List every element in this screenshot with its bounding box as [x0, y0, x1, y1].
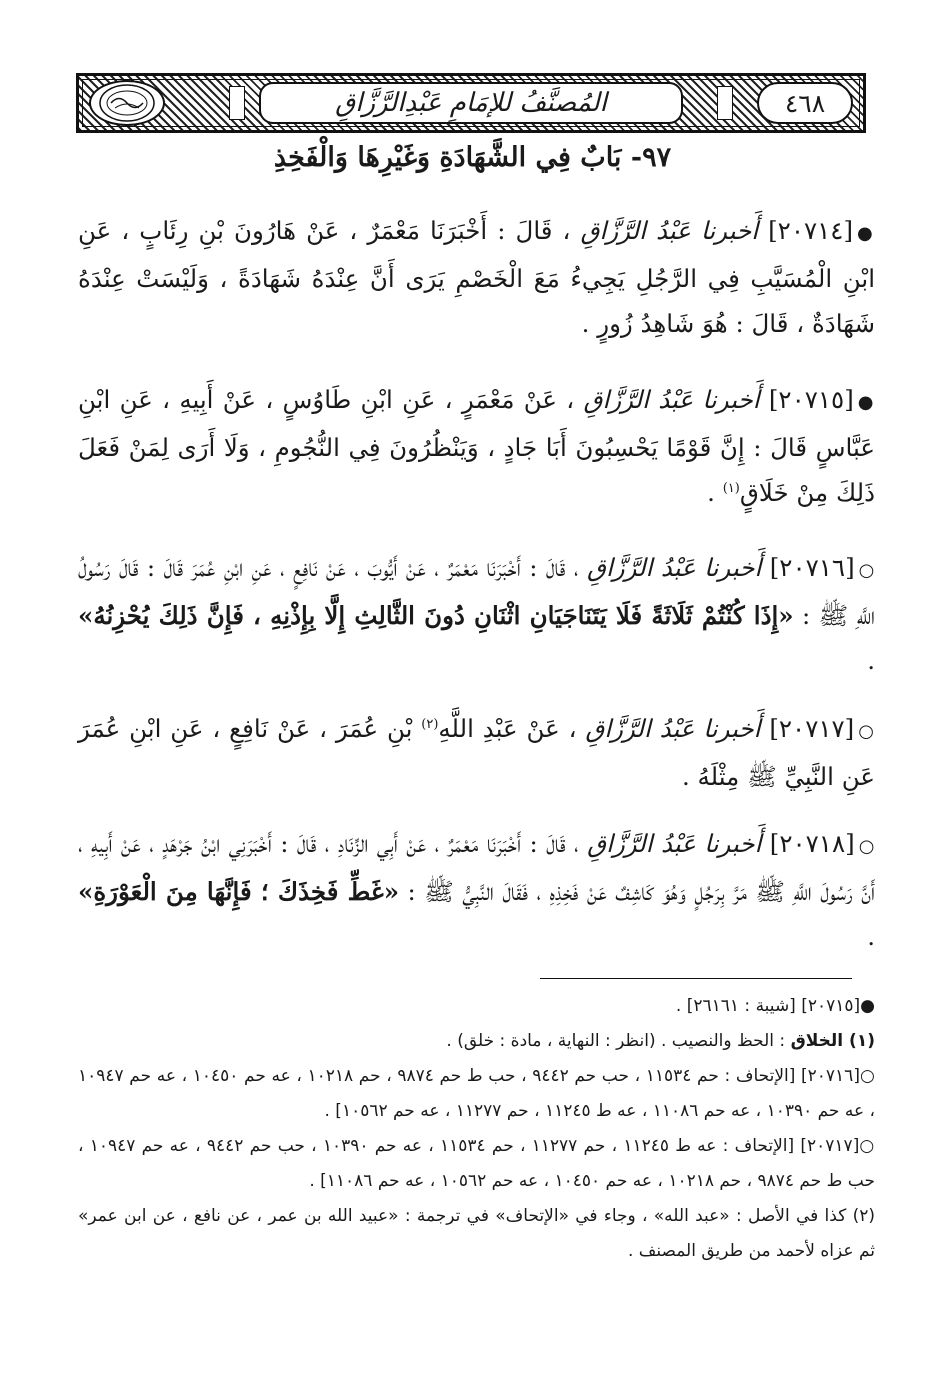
open-circle-icon: ○	[858, 721, 875, 742]
hadith-number: [٢٠٧١٦]	[769, 553, 855, 582]
footnote-text: كذا في الأصل : «عبد الله» ، وجاء في «الإتحاف» في ترجمة : «عبيد الله بن عمر ، عن نافع ، عن ابن عمر» ثم عزاه لأحمد من طريق المصنف .	[78, 1206, 875, 1261]
page-number: ٤٦٨	[784, 88, 826, 118]
hadith-text: ، عَنْ مَعْمَرٍ ، عَنِ ابْنِ طَاوُسٍ ، عَنْ أَبِيهِ ، عَنِ ابْنِ عَبَّاسٍ قَالَ : إِنَّ قَوْمًا يَحْسِبُونَ أَبَا جَادٍ ، وَيَنْظُرُونَ فِي النُّجُومِ ، وَلَا أَرَى لِمَنْ فَعَلَ ذَلِكَ مِنْ خَلَاقٍ	[78, 385, 875, 507]
hadith-opening: أَخبرنا عَبْدُ الرَّزَّاقِ	[587, 829, 762, 858]
footnotes	[78, 989, 875, 1269]
footnote-item	[78, 1129, 875, 1199]
footnote-ref: (٢)	[421, 716, 439, 732]
filled-circle-icon: ●	[857, 223, 875, 244]
hadith-text-cont: بْنِ عُمَرَ ، عَنْ نَافِعٍ ، عَنِ ابْنِ عُمَرَ عَنِ النَّبِيِّ ﷺ مِثْلَهُ .	[78, 714, 875, 791]
header-ornament	[229, 86, 245, 120]
hadith-opening: أَخبرنا عَبْدُ الرَّزَّاقِ	[583, 385, 760, 414]
prophetic-saying: «غَطِّ فَخِذَكَ ؛ فَإِنَّهَا مِنَ الْعَوْرَةِ»	[78, 877, 400, 906]
hadith-number: [٢٠٧١٤]	[768, 216, 854, 245]
page-header	[76, 73, 866, 133]
footnote-text: [٢٠٧١٦] [الإتحاف : حم ١١٥٣٤ ، حب حم ٩٤٤٢ ، حب ط حم ٩٨٧٤ ، حم ١٠٢١٨ ، عه حم ١٠٤٥٠ ، عه حم ١٠٩٤٧ ، عه حم ١٠٣٩٠ ، عه حم ١١٠٨٦ ، عه ط ١١٢٤٥ ، حم ١١٢٧٧ ، عه حم ١٠٥٦٢] .	[78, 1066, 875, 1121]
header-medallion	[89, 80, 165, 126]
hadith-text: ، قَالَ : أَخْبَرَنَا مَعْمَرٌ ، عَنْ أَبِي الزِّنَادِ ، قَالَ : أَخْبَرَنِي ابْنُ جَرْهَدٍ ، عَنْ أَبِيهِ ، أَنَّ رَسُولَ اللَّهِ ﷺ مَرَّ بِرَجُلٍ وَهُوَ كَاشِفٌ عَنْ فَخِذِهِ ، فَقَالَ النَّبِيُّ ﷺ :	[78, 829, 875, 906]
hadith-number: [٢٠٧١٥]	[768, 385, 854, 414]
hadith-paragraph	[78, 208, 875, 346]
footnote-text: : الحظ والنصيب . (انظر : النهاية ، مادة : خلق) .	[446, 1031, 791, 1051]
filled-circle-icon: ●	[860, 996, 875, 1016]
filled-circle-icon: ●	[857, 392, 875, 413]
header-title-box	[259, 82, 683, 124]
emblem-icon	[97, 82, 157, 124]
book-title: المُصنَّفُ للإمَامِ عَبْدِالرَّزَّاقِ	[335, 88, 607, 118]
hadith-opening: أَخبرنا عَبْدُ الرَّزَّاقِ	[580, 216, 759, 245]
open-circle-icon: ○	[859, 1066, 876, 1086]
footnote-item	[78, 1024, 875, 1059]
hadith-paragraph	[78, 706, 875, 799]
footnote-text: [٢٠٧١٧] [الإتحاف : عه ط ١١٢٤٥ ، حم ١١٢٧٧ ، حم ١١٥٣٤ ، عه حم ١٠٣٩٠ ، حب حم ٩٤٤٢ ، عه حم ١٠٩٤٧ ، حب ط حم ٩٨٧٤ ، حم ١٠٢١٨ ، عه حم ١٠٤٥٠ ، عه حم ١٠٥٦٢ ، عه حم ١١٠٨٦] .	[78, 1136, 875, 1191]
hadith-text: ، قَالَ : أَخْبَرَنَا مَعْمَرٌ ، عَنْ هَارُونَ بْنِ رِئَابٍ ، عَنِ ابْنِ الْمُسَيَّبِ فِي الرَّجُلِ يَجِيءُ مَعَ الْخَصْمِ يَرَى أَنَّ عِنْدَهُ شَهَادَةً ، وَلَيْسَتْ عِنْدَهُ شَهَادَةٌ ، قَالَ : هُوَ شَاهِدُ زُورٍ .	[78, 216, 875, 338]
hadith-text: ، عَنْ عَبْدِ اللَّهِ	[438, 714, 577, 743]
hadith-ending: .	[707, 478, 723, 507]
footnote-item	[78, 1199, 875, 1269]
hadith-opening: أَخبرنا عَبْدُ الرَّزَّاقِ	[585, 714, 761, 743]
footnote-term: (١) الخلاق	[790, 1031, 875, 1051]
open-circle-icon: ○	[858, 836, 875, 857]
hadith-ending: .	[867, 646, 875, 675]
hadith-number: [٢٠٧١٨]	[769, 829, 855, 858]
page-number-box	[757, 82, 853, 124]
hadith-ending: .	[867, 922, 875, 951]
hadith-text: ، قَالَ : أَخْبَرَنَا مَعْمَرٌ ، عَنْ أَيُّوبَ ، عَنْ نَافِعٍ ، عَنِ ابْنِ عُمَرَ قَالَ : قَالَ رَسُولُ اللَّهِ ﷺ :	[78, 553, 875, 630]
open-circle-icon: ○	[859, 1136, 875, 1156]
hadith-paragraph	[78, 377, 875, 515]
prophetic-saying: «إِذَا كُنْتُمْ ثَلَاثَةً فَلَا يَتَنَاجَيَانِ اثْنَانِ دُونَ الثَّالِثِ إِلَّا بِإِذْنِهِ ، فَإِنَّ ذَلِكَ يُحْزِنُهُ»	[78, 601, 794, 630]
footnote-item	[78, 1059, 875, 1129]
hadith-opening: أَخبرنا عَبْدُ الرَّزَّاقِ	[586, 553, 762, 582]
hadith-paragraph	[78, 545, 875, 683]
footnote-text: [٢٠٧١٥] [شيبة : ٢٦١٦١] .	[675, 996, 861, 1016]
footnote-separator	[540, 978, 852, 979]
footnote-ref: (١)	[722, 480, 740, 496]
hadith-number: [٢٠٧١٧]	[769, 714, 855, 743]
header-ornament	[717, 86, 733, 120]
footnote-item	[78, 989, 875, 1024]
open-circle-icon: ○	[858, 560, 875, 581]
footnote-term: (٢)	[852, 1206, 875, 1226]
hadith-paragraph	[78, 821, 875, 959]
chapter-title: ٩٧- بَابٌ فِي الشَّهَادَةِ وَغَيْرِهَا وَالْفَخِذِ	[273, 142, 672, 173]
